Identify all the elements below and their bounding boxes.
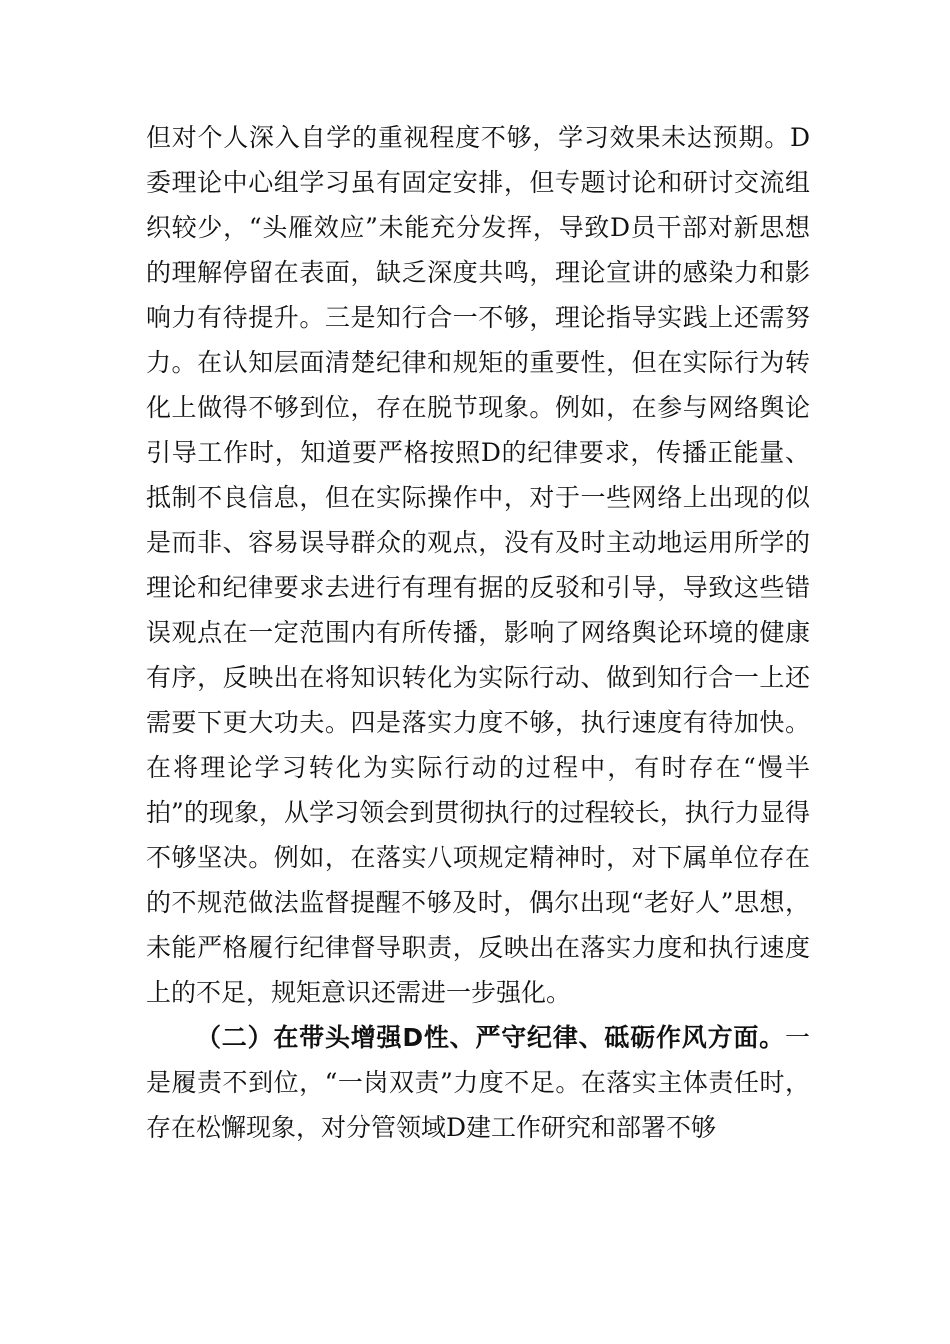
- paragraph-continuation: 但对个人深入自学的重视程度不够，学习效果未达预期。D委理论中心组学习虽有固定安排，但专题讨论和研讨交流组织较少，“头雁效应”未能充分发挥，导致D员干部对新思想的理解停留在表面，缺乏深度共鸣，理论宣讲的感染力和影响力有待提升。三是知行合一不够，理论指导实践上还需努力。在认知层面清楚纪律和规矩的重要性，但在实际行为转化上做得不够到位，存在脱节现象。例如，在参与网络舆论引导工作时，知道要严格按照D的纪律要求，传播正能量、抵制不良信息，但在实际操作中，对于一些网络上出现的似是而非、容易误导群众的观点，没有及时主动地运用所学的理论和纪律要求去进行有理有据的反驳和引导，导致这些错误观点在一定范围内有所传播，影响了网络舆论环境的健康有序，反映出在将知识转化为实际行动、做到知行合一上还需要下更大功夫。四是落实力度不够，执行速度有待加快。在将理论学习转化为实际行动的过程中，有时存在“慢半拍”的现象，从学习领会到贯彻执行的过程较长，执行力显得不够坚决。例如，在落实八项规定精神时，对下属单位存在的不规范做法监督提醒不够及时，偶尔出现“老好人”思想，未能严格履行纪律督导职责，反映出在落实力度和执行速度上的不足，规矩意识还需进一步强化。: [146, 123, 810, 1007]
- section-body: 一是履责不到位，“一岗双责”力度不足。在落实主体责任时，存在松懈现象，对分管领域D建工作研究和部署不够: [146, 1023, 810, 1142]
- document-body: [146, 115, 810, 1150]
- section-heading: （二）在带头增强D性、严守纪律、砥砺作风方面。: [196, 1023, 785, 1052]
- paragraph-section-two: [146, 1015, 810, 1150]
